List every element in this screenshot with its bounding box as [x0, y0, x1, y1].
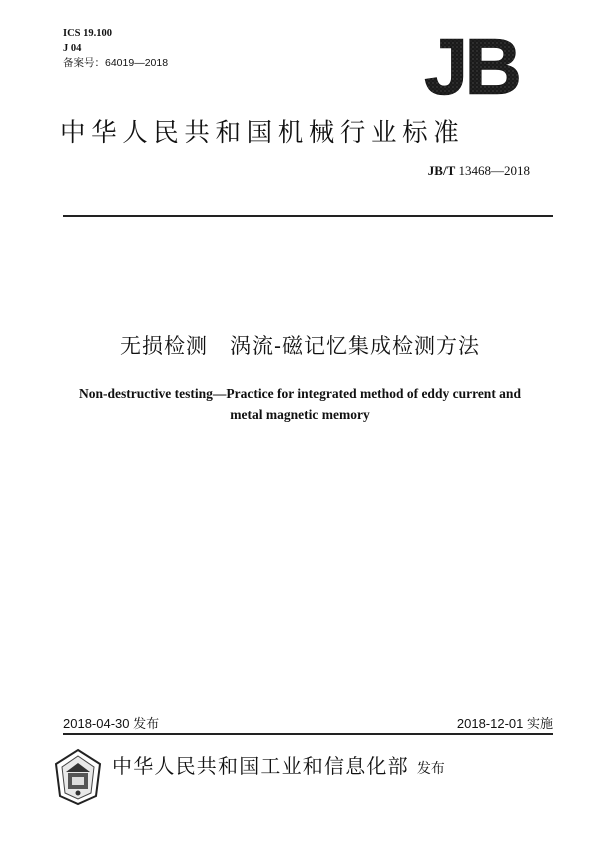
publisher-name: 中华人民共和国工业和信息化部 [112, 756, 409, 778]
date-row [63, 713, 553, 731]
standard-code-number: 13468—2018 [458, 163, 530, 178]
chinese-title: 无损检测 涡流-磁记忆集成检测方法 [120, 335, 480, 358]
standard-code [428, 163, 530, 179]
issue-date: 2018-04-30 发布 [63, 716, 160, 731]
publisher [112, 750, 445, 779]
bottom-divider [63, 733, 553, 735]
standard-code-prefix: JB/T [427, 163, 456, 178]
top-divider [63, 215, 553, 217]
standard-category: 中华人民共和国机械行业标准 [60, 119, 465, 147]
jb-logo [412, 34, 530, 100]
english-title-line1: Non-destructive testing—Practice for integrated method of eddy current and [79, 386, 521, 401]
english-title [40, 383, 560, 425]
ics-code: ICS 19.100 [63, 28, 113, 39]
ministry-emblem-icon [53, 748, 103, 806]
jb-logo-text: JB [423, 34, 519, 100]
english-title-line2: metal magnetic memory [230, 407, 370, 422]
classification-block [63, 26, 168, 71]
record-number: 备案号：64019—2018 [63, 57, 169, 69]
class-code: J 04 [63, 43, 82, 54]
publisher-suffix: 发布 [416, 760, 445, 776]
implement-date: 2018-12-01 实施 [456, 716, 553, 731]
